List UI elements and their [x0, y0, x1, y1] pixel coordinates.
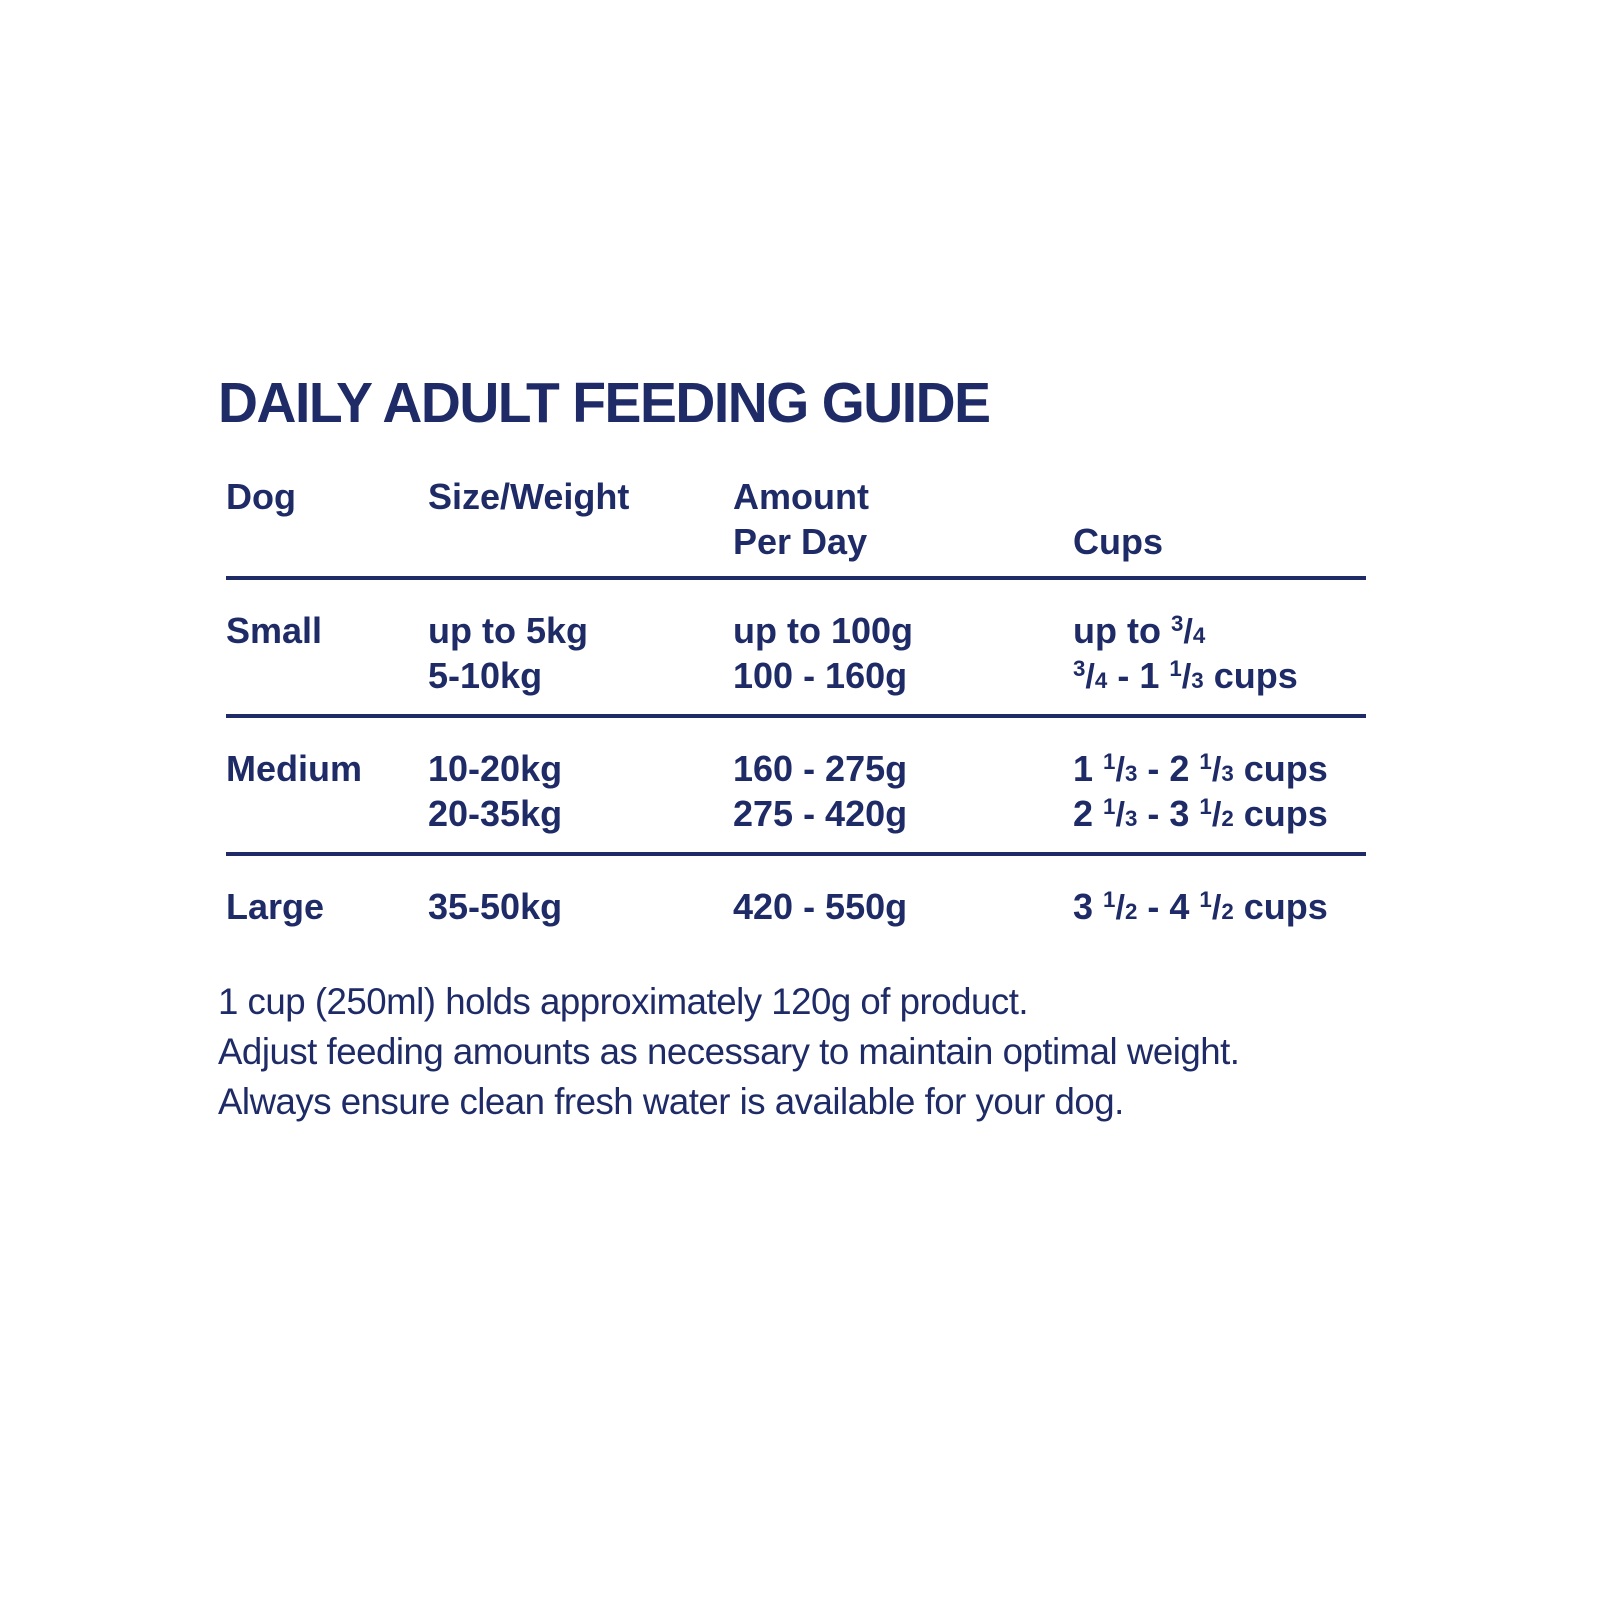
cell-cups: [1073, 746, 1366, 836]
fraction-numerator: 1: [1103, 749, 1116, 775]
note-line: 1 cup (250ml) holds approximately 120g of product.: [218, 981, 1029, 1022]
fraction-slash: /: [1211, 889, 1222, 927]
column-header-amount-per-day: [733, 474, 1073, 564]
column-header-label: Size/Weight: [428, 476, 630, 517]
fraction-slash: /: [1115, 889, 1125, 927]
cell-line: $^3$/4 - 1 $^1$/3 cups: [1073, 655, 1298, 696]
table-row-medium: [226, 718, 1366, 856]
feeding-table: [226, 474, 1366, 945]
cell-line: 35-50kg: [428, 886, 563, 927]
column-header-dog: [226, 474, 428, 564]
cell-dog: [226, 608, 428, 698]
fraction-numerator: 1: [1199, 749, 1212, 775]
fraction-slash: /: [1183, 613, 1193, 651]
table-body: [226, 580, 1366, 945]
cell-dog: [226, 746, 428, 836]
column-header-label: Dog: [226, 476, 296, 517]
fraction-numerator: 1: [1199, 794, 1212, 820]
table-row-small: [226, 580, 1366, 718]
cell-line: Large: [226, 886, 325, 927]
cell-line: 100 - 160g: [733, 655, 908, 696]
fraction-slash: /: [1211, 796, 1222, 834]
fraction-denominator: 3: [1124, 761, 1138, 786]
feeding-notes: [218, 977, 1393, 1127]
fraction-numerator: 1: [1199, 887, 1212, 913]
cell-line: 20-35kg: [428, 793, 563, 834]
cell-size-weight: [428, 884, 733, 929]
cell-cups: [1073, 608, 1366, 698]
cell-amount-per-day: [733, 608, 1073, 698]
fraction-slash: /: [1181, 658, 1192, 696]
fraction-denominator: 2: [1221, 899, 1234, 924]
fraction-denominator: 4: [1192, 623, 1206, 648]
fraction-numerator: 1: [1169, 656, 1182, 682]
fraction-denominator: 3: [1191, 668, 1204, 693]
fraction-slash: /: [1115, 796, 1125, 834]
note-line: Adjust feeding amounts as necessary to maintain optimal weight.: [218, 1031, 1240, 1072]
table-row-large: [226, 856, 1366, 945]
cell-amount-per-day: [733, 746, 1073, 836]
feeding-guide-sheet: [218, 370, 1393, 1127]
cell-line: 420 - 550g: [733, 886, 908, 927]
cell-line: up to 100g: [733, 610, 914, 651]
cell-line: up to $^3$/4: [1073, 610, 1206, 651]
cell-line: 275 - 420g: [733, 793, 908, 834]
cell-line: 3 $^1$/2 - 4 $^1$/2 cups: [1073, 886, 1328, 927]
fraction-numerator: 1: [1103, 794, 1116, 820]
cell-size-weight: [428, 746, 733, 836]
cell-line: up to 5kg: [428, 610, 588, 651]
fraction-slash: /: [1211, 751, 1222, 789]
cell-dog: [226, 884, 428, 929]
fraction-denominator: 2: [1221, 806, 1234, 831]
column-header-label: Cups: [1073, 521, 1163, 562]
column-header-cups: [1073, 519, 1366, 564]
fraction-numerator: 3: [1170, 611, 1184, 637]
fraction-denominator: 2: [1124, 899, 1138, 924]
cell-line: 10-20kg: [428, 748, 563, 789]
fraction-denominator: 4: [1094, 668, 1108, 693]
cell-line: 160 - 275g: [733, 748, 908, 789]
fraction-denominator: 3: [1124, 806, 1138, 831]
cell-cups: [1073, 884, 1366, 929]
cell-line: 1 $^1$/3 - 2 $^1$/3 cups: [1073, 748, 1328, 789]
table-header-row: [226, 474, 1366, 580]
column-header-label: Amount: [733, 476, 869, 517]
column-header-label-line2: Per Day: [733, 521, 868, 562]
cell-line: Medium: [226, 748, 363, 789]
page-title: DAILY ADULT FEEDING GUIDE: [218, 371, 990, 435]
note-line: Always ensure clean fresh water is available for your dog.: [218, 1081, 1124, 1122]
fraction-denominator: 3: [1221, 761, 1234, 786]
fraction-slash: /: [1115, 751, 1125, 789]
cell-line: 5-10kg: [428, 655, 543, 696]
column-header-size-weight: [428, 474, 733, 564]
cell-line: 2 $^1$/3 - 3 $^1$/2 cups: [1073, 793, 1328, 834]
cell-line: Small: [226, 610, 323, 651]
fraction-slash: /: [1085, 658, 1095, 696]
cell-size-weight: [428, 608, 733, 698]
cell-amount-per-day: [733, 884, 1073, 929]
fraction-numerator: 1: [1103, 887, 1116, 913]
fraction-numerator: 3: [1073, 656, 1086, 682]
